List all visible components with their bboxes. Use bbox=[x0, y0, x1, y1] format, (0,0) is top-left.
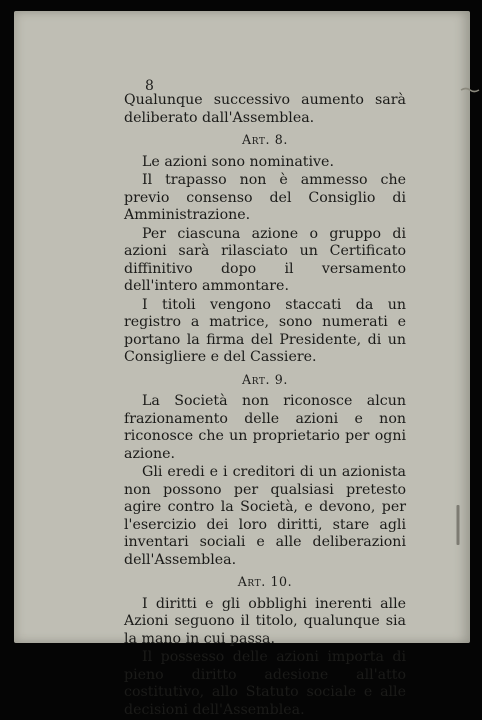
article-heading: Art. 8. bbox=[242, 132, 288, 147]
paragraph: La Società non riconosce alcun frazionamento delle azioni e non riconosce che un proprietario per ogni azione. bbox=[124, 393, 406, 462]
page-number: 8 bbox=[145, 78, 154, 94]
article-heading: Art. 10. bbox=[237, 574, 293, 589]
binding-thread-icon bbox=[460, 86, 480, 94]
paragraph: Qualunque successivo aumento sarà deliberato dall'Assemblea. bbox=[124, 92, 406, 126]
paragraph: Le azioni sono nominative. bbox=[142, 153, 334, 170]
staple-icon bbox=[455, 505, 461, 545]
article-heading: Art. 9. bbox=[242, 371, 288, 387]
page-body bbox=[124, 92, 406, 720]
paragraph: I diritti e gli obblighi inerenti alle Azioni seguono il titolo, qualunque sia la mano in cui passa. bbox=[124, 595, 406, 647]
paragraph: Il possesso delle azioni importa di pieno diritto adesione all'atto costitutivo, allo Statuto sociale e alle decisioni dell'Assemblea. bbox=[124, 649, 406, 718]
paragraph: Gli eredi e i creditori di un azionista non possono per qualsiasi pretesto agire contro la Società, e devono, per l'esercizio dei loro diritti, stare agli inventari sociali e alle deliberazioni dell'Assemblea. bbox=[124, 464, 406, 568]
paragraph: Per ciascuna azione o gruppo di azioni sarà rilasciato un Certificato diffinitivo dopo il versamento dell'intero ammontare. bbox=[124, 225, 406, 294]
paragraph: Il trapasso non è ammesso che previo consenso del Consiglio di Amministrazione. bbox=[124, 172, 406, 223]
paragraph: I titoli vengono staccati da un registro a matrice, sono numerati e portano la firma del Presidente, di un Consigliere e del Cassiere. bbox=[124, 296, 406, 365]
